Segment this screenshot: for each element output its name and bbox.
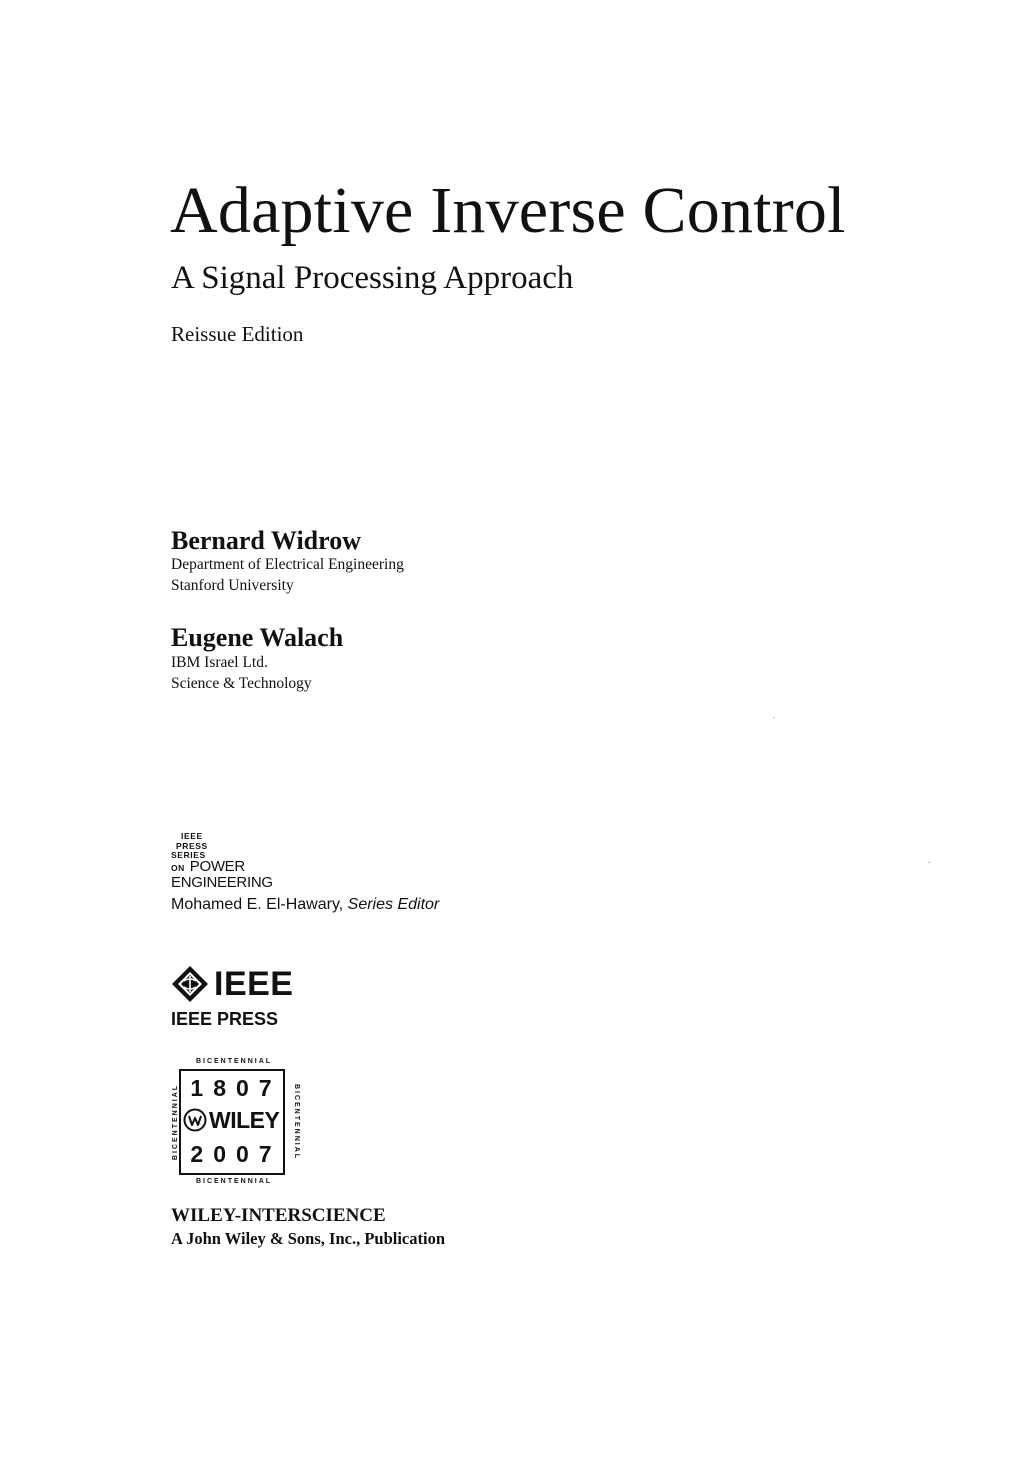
affiliation-line: Department of Electrical Engineering [171,556,404,573]
series-editor-name: Mohamed E. El-Hawary, [171,895,344,913]
wiley-year-start: 1807 [190,1075,282,1101]
edition-label: Reissue Edition [171,322,304,346]
author-affiliation [171,652,312,694]
scan-speck [773,717,775,718]
bicentennial-text: BICENTENNIAL [172,1083,179,1161]
scan-speck [928,862,930,863]
series-block [171,832,439,916]
affiliation-line: IBM Israel Ltd. [171,654,268,671]
wiley-mark [183,1108,279,1132]
series-on-row [171,857,439,875]
series-logo-line: SERIES [171,850,206,860]
ieee-logo [170,964,293,1004]
author-name: Bernard Widrow [171,526,361,555]
ieee-press-label: IEEE PRESS [171,1009,279,1029]
ieee-diamond-icon [170,964,210,1004]
publisher-line: A John Wiley & Sons, Inc., Publication [171,1229,445,1248]
book-subtitle: A Signal Processing Approach [171,260,574,296]
affiliation-line: Science & Technology [171,675,312,692]
wiley-logo-word: WILEY [209,1106,280,1133]
series-power: POWER [189,857,245,875]
series-engineering: ENGINEERING [171,873,273,891]
wiley-year-end: 2007 [190,1141,282,1167]
affiliation-line: Stanford University [171,577,294,594]
series-editor-role: Series Editor [347,895,440,913]
author-affiliation [171,554,404,596]
series-logo-line: IEEE [181,831,203,841]
ieee-logo-word: IEEE [214,965,294,1003]
wiley-emblem-icon [183,1108,207,1132]
bicentennial-text: BICENTENNIAL [293,1083,300,1161]
wiley-logo-frame [179,1069,285,1175]
bicentennial-text: BICENTENNIAL [195,1058,273,1065]
publisher-imprint: WILEY-INTERSCIENCE [171,1205,386,1226]
wiley-bicentennial-logo [168,1058,298,1188]
author-name: Eugene Walach [171,623,344,652]
bicentennial-text: BICENTENNIAL [195,1178,273,1185]
series-logo-line: ON [171,862,185,873]
book-title: Adaptive Inverse Control [170,174,846,247]
series-logo-line: PRESS [176,840,208,851]
series-editor [171,894,439,916]
